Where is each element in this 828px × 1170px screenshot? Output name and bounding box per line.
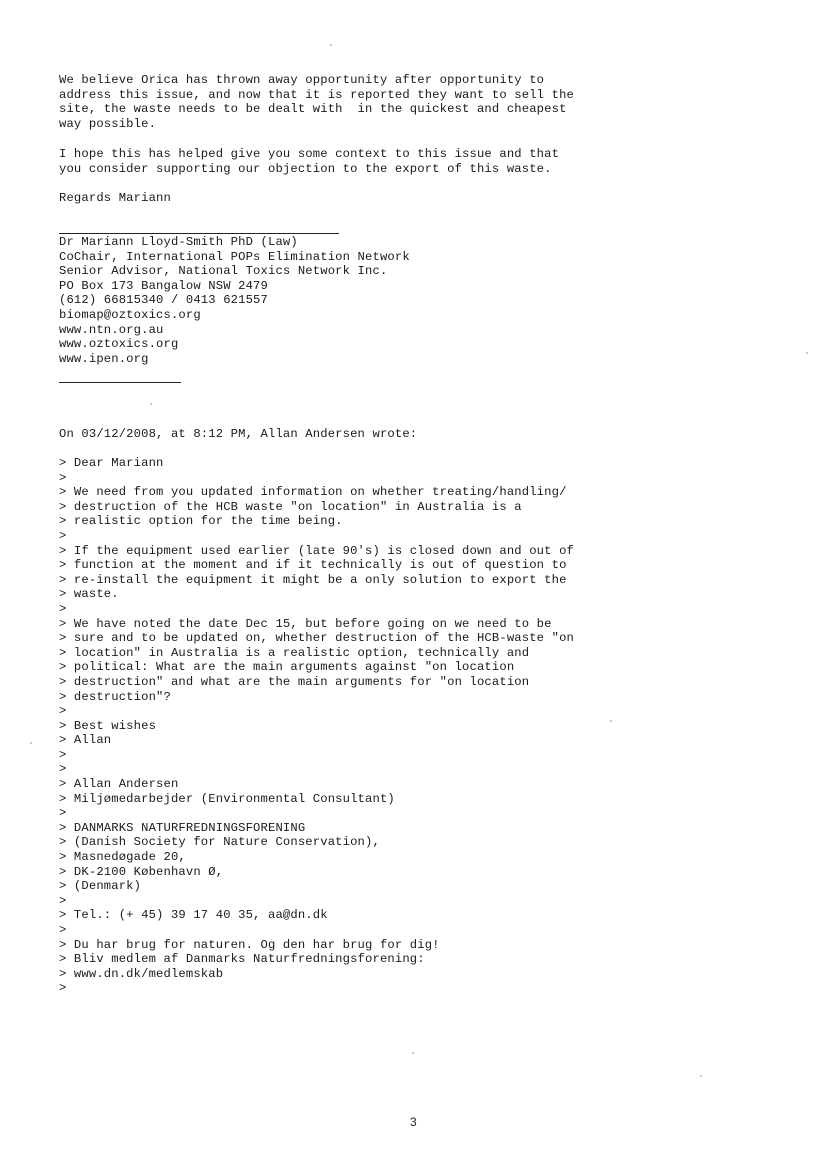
quoted-line: > location" in Australia is a realistic option, technically and (59, 645, 530, 660)
quoted-line: > Du har brug for naturen. Og den har brug for dig! (59, 937, 440, 952)
signature-line: PO Box 173 Bangalow NSW 2479 (59, 278, 268, 293)
scan-speck (806, 352, 808, 354)
quoted-line: > www.dn.dk/medlemskab (59, 966, 224, 981)
quoted-line: > (59, 923, 67, 937)
quoted-line: > Masnedøgade 20, (59, 850, 186, 865)
paragraph-line: We believe Orica has thrown away opportunity after opportunity to (59, 73, 545, 87)
quoted-line: > realistic option for the time being. (59, 514, 343, 529)
signature-top-rule (59, 233, 339, 234)
scan-speck (700, 1075, 702, 1077)
quoted-line: > (59, 747, 67, 762)
paragraph-orica (59, 73, 574, 131)
quoted-line: > Best wishes (59, 718, 157, 733)
quoted-line: > (59, 704, 67, 719)
signature-line: www.ntn.org.au (59, 322, 164, 337)
reply-header: On 03/12/2008, at 8:12 PM, Allan Andersen wrote: (59, 427, 418, 441)
quoted-line: > (Danish Society for Nature Conservation), (59, 835, 380, 850)
quoted-line: > Allan (59, 733, 112, 748)
quoted-line: > Tel.: (+ 45) 39 17 40 35, aa@dn.dk (59, 908, 328, 923)
quoted-line: > function at the moment and if it technically is out of question to (59, 558, 567, 573)
signature-line: (612) 66815340 / 0413 621557 (59, 293, 268, 308)
quoted-line: > destruction of the HCB waste "on location" in Australia is a (59, 499, 522, 514)
quoted-line: > destruction" and what are the main arguments for "on location (59, 674, 530, 689)
quoted-line: > Bliv medlem af Danmarks Naturfredningsforening: (59, 952, 425, 967)
quoted-line: > (59, 893, 67, 908)
page-number: 3 (410, 1115, 417, 1129)
signature-line: CoChair, International POPs Elimination Network (59, 249, 410, 264)
quoted-line: > If the equipment used earlier (late 90's) is closed down and out of (59, 543, 574, 558)
quoted-line: > DANMARKS NATURFREDNINGSFORENING (59, 820, 306, 835)
quoted-line: > waste. (59, 587, 119, 602)
quoted-line: > Allan Andersen (59, 777, 179, 792)
quoted-line: > sure and to be updated on, whether destruction of the HCB-waste "on (59, 631, 574, 646)
paragraph-context (59, 147, 559, 176)
quoted-line: > (Denmark) (59, 879, 142, 894)
quoted-line: > Miljømedarbejder (Environmental Consultant) (59, 791, 395, 806)
paragraph-line: way possible. (59, 116, 157, 131)
quoted-line: > political: What are the main arguments against "on location (59, 660, 515, 675)
quoted-line: > (59, 601, 67, 616)
scan-speck (610, 720, 612, 722)
paragraph-line: address this issue, and now that it is reported they want to sell the (59, 87, 574, 102)
signature-line: Dr Mariann Lloyd-Smith PhD (Law) (59, 235, 298, 249)
quoted-line: > Dear Mariann (59, 456, 164, 470)
scan-speck (150, 403, 152, 405)
signature-line: www.oztoxics.org (59, 337, 179, 352)
signature-bottom-rule (59, 382, 181, 383)
quoted-line: > We have noted the date Dec 15, but before going on we need to be (59, 616, 552, 631)
quoted-line: > DK-2100 København Ø, (59, 864, 224, 879)
paragraph-line: you consider supporting our objection to the export of this waste. (59, 161, 552, 176)
paragraph-line: site, the waste needs to be dealt with in the quickest and cheapest (59, 102, 567, 117)
quoted-line: > (59, 762, 67, 777)
closing-line: Regards Mariann (59, 191, 171, 205)
signature-block (59, 235, 410, 366)
quoted-line: > (59, 528, 67, 543)
quoted-line: > We need from you updated information on whether treating/handling/ (59, 485, 567, 500)
scan-speck (330, 44, 332, 46)
signature-line: Senior Advisor, National Toxics Network Inc. (59, 264, 388, 279)
quoted-line: > (59, 981, 67, 996)
quoted-line: > re-install the equipment it might be a only solution to export the (59, 572, 567, 587)
scan-speck (30, 742, 32, 744)
quoted-line: > (59, 470, 67, 485)
paragraph-line: I hope this has helped give you some context to this issue and that (59, 147, 560, 161)
signature-line: biomap@oztoxics.org (59, 307, 201, 322)
quoted-email (59, 456, 574, 996)
quoted-line: > (59, 806, 67, 821)
signature-line: www.ipen.org (59, 351, 149, 366)
quoted-line: > destruction"? (59, 689, 171, 704)
scan-speck (412, 1052, 414, 1054)
